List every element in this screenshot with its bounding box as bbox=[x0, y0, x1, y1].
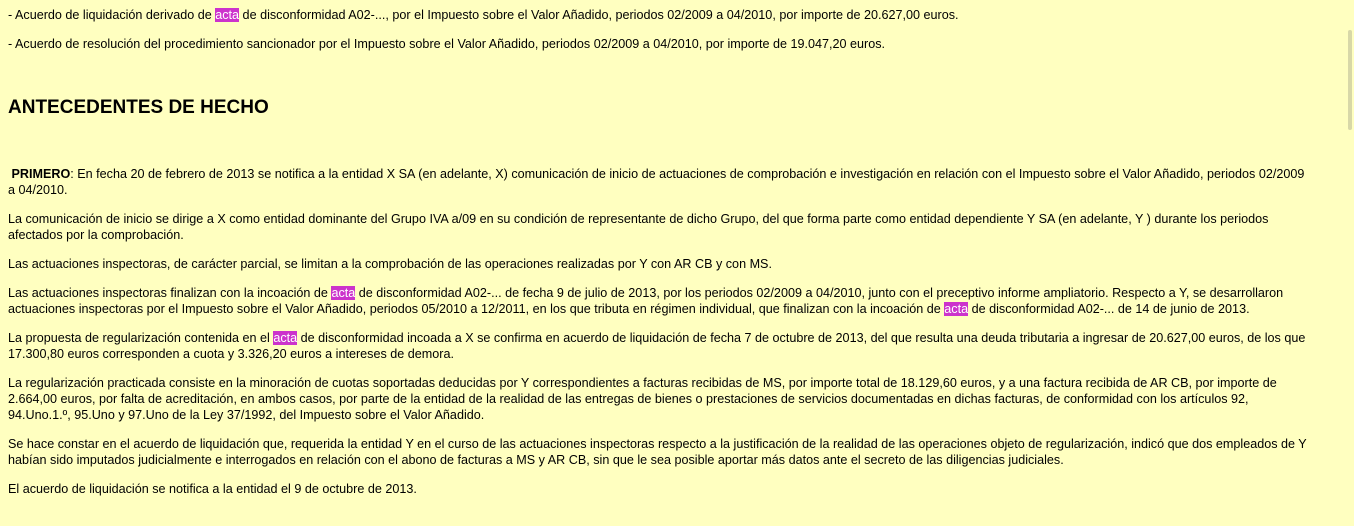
vertical-scrollbar[interactable] bbox=[1346, 0, 1354, 526]
paragraph-finalizan bbox=[8, 285, 1330, 317]
paragraph-propuesta bbox=[8, 330, 1326, 362]
paragraph-comunicacion: La comunicación de inicio se dirige a X como entidad dominante del Grupo IVA a/09 en su condición de representante de dicho Grupo, del que forma parte como entidad dependiente Y SA (en adelante, Y ) durante los periodos afectados por la comprobación. bbox=[8, 212, 1269, 242]
paragraph-primero bbox=[8, 166, 1308, 198]
bullet-acuerdo-resolucion: - Acuerdo de resolución del procedimiento sancionador por el Impuesto sobre el Valor Añadido, periodos 02/2009 a 04/2010, por importe de 19.047,20 euros. bbox=[8, 37, 886, 51]
primero-label: PRIMERO bbox=[11, 167, 71, 181]
paragraph-text: de disconformidad A02-... de fecha 9 de julio de 2013, por los periodos 02/2009 a 04/2010, junto con el preceptivo informe ampliatorio. Respecto a Y, se desarrollaron actuaciones inspectoras por el Impuesto sobre el Valor Añadido, periodos 05/2010 a 12/2011, en los que tributa en régimen individual, que finalizan con la incoación de bbox=[8, 286, 1284, 316]
bullet-acuerdo-liquidacion bbox=[8, 7, 959, 23]
paragraph-text: de disconformidad incoada a X se confirma en acuerdo de liquidación de fecha 7 de octubre de 2013, del que resulta una deuda tributaria a ingresar de 20.627,00 euros, de los que 17.300,80 euros corresponden a cuota y 3.326,20 euros a intereses de demora. bbox=[8, 331, 1306, 361]
paragraph-text: Las actuaciones inspectoras finalizan con la incoación de bbox=[8, 286, 332, 300]
paragraph-parcial: Las actuaciones inspectoras, de carácter parcial, se limitan a la comprobación de las operaciones realizadas por Y con AR CB y con MS. bbox=[8, 257, 772, 271]
paragraph-regularizacion: La regularización practicada consiste en la minoración de cuotas soportadas deducidas por Y correspondientes a facturas recibidas de MS, por importe total de 18.129,60 euros, y a una factura recibida de AR CB, por importe de 2.664,00 euros, por falta de acreditación, en ambos casos, por parte de la entidad de la realidad de las entregas de bienes o prestaciones de servicios documentadas en dichas facturas, de conformidad con los artículos 92, 94.Uno.1.º, 95.Uno y 97.Uno de la Ley 37/1992, del Impuesto sobre el Valor Añadido. bbox=[8, 376, 1277, 422]
search-highlight: acta bbox=[331, 286, 356, 300]
bullet-text: de disconformidad A02-..., por el Impuesto sobre el Valor Añadido, periodos 02/2009 a 04/2010, por importe de 20.627,00 euros. bbox=[239, 8, 959, 22]
search-highlight: acta bbox=[944, 302, 969, 316]
section-heading: ANTECEDENTES DE HECHO bbox=[8, 97, 269, 118]
bullet-text: - Acuerdo de liquidación derivado de bbox=[8, 8, 216, 22]
paragraph-text: La propuesta de regularización contenida en el bbox=[8, 331, 274, 345]
paragraph-text: de disconformidad A02-... de 14 de junio de 2013. bbox=[968, 302, 1250, 316]
search-highlight: acta bbox=[215, 8, 240, 22]
scrollbar-thumb[interactable] bbox=[1348, 30, 1352, 130]
paragraph-text: : En fecha 20 de febrero de 2013 se notifica a la entidad X SA (en adelante, X) comunicación de inicio de actuaciones de comprobación e investigación en relación con el Impuesto sobre el Valor Añadido, periodos 02/2009 a 04/2010. bbox=[8, 167, 1305, 197]
paragraph-notifica: El acuerdo de liquidación se notifica a la entidad el 9 de octubre de 2013. bbox=[8, 482, 417, 496]
paragraph-constar: Se hace constar en el acuerdo de liquidación que, requerida la entidad Y en el curso de las actuaciones inspectoras respecto a la justificación de la realidad de las operaciones objeto de regularización, indicó que dos empleados de Y habían sido imputados judicialmente e interrogados en relación con el abono de facturas a MS y AR CB, sin que le sea posible aportar más datos ante el secreto de las diligencias judiciales. bbox=[8, 437, 1307, 467]
search-highlight: acta bbox=[273, 331, 298, 345]
